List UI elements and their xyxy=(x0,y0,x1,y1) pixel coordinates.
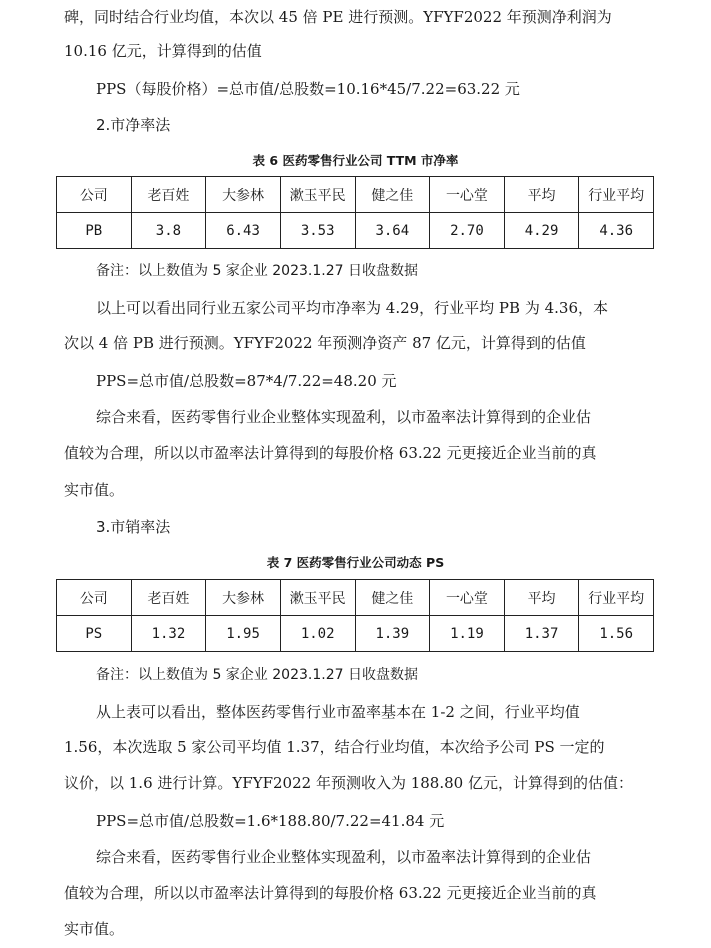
table-row xyxy=(57,616,654,652)
section-heading-pb: 2.市净率法 xyxy=(96,116,171,134)
intro-text-line: 10.16 亿元，计算得到的估值 xyxy=(64,42,262,60)
header-cell: 公司 xyxy=(57,177,132,213)
body-text-line: 实市值。 xyxy=(64,920,125,938)
value-cell: 1.37 xyxy=(504,616,579,652)
value-cell: 3.53 xyxy=(280,213,355,249)
header-cell: 健之佳 xyxy=(355,177,430,213)
body-text-line: 1.56，本次选取 5 家公司平均值 1.37，结合行业均值，本次给予公司 PS 一定的 xyxy=(64,738,605,756)
header-cell: 大参林 xyxy=(206,580,281,616)
value-cell: 3.64 xyxy=(355,213,430,249)
value-cell: 1.56 xyxy=(579,616,654,652)
table-note: 备注：以上数值为 5 家企业 2023.1.27 日收盘数据 xyxy=(96,263,418,279)
table-header-row xyxy=(57,580,654,616)
header-cell: 老百姓 xyxy=(131,177,206,213)
body-text-line: 以上可以看出同行业五家公司平均市净率为 4.29，行业平均 PB 为 4.36，本 xyxy=(96,299,608,317)
header-cell: 平均 xyxy=(504,177,579,213)
value-cell: PS xyxy=(57,616,132,652)
body-text-line: 值较为合理，所以以市盈率法计算得到的每股价格 63.22 元更接近企业当前的真 xyxy=(64,884,597,902)
body-text-line: 值较为合理，所以以市盈率法计算得到的每股价格 63.22 元更接近企业当前的真 xyxy=(64,444,597,462)
pe-formula: PPS（每股价格）=总市值/总股数=10.16*45/7.22=63.22 元 xyxy=(96,80,520,98)
value-cell: 6.43 xyxy=(206,213,281,249)
section-heading-ps: 3.市销率法 xyxy=(96,518,171,536)
pb-table xyxy=(56,176,654,249)
value-cell: 4.29 xyxy=(504,213,579,249)
value-cell: 1.32 xyxy=(131,616,206,652)
pb-formula: PPS=总市值/总股数=87*4/7.22=48.20 元 xyxy=(96,372,397,390)
header-cell: 大参林 xyxy=(206,177,281,213)
body-text-line: 从上表可以看出，整体医药零售行业市盈率基本在 1-2 之间，行业平均值 xyxy=(96,703,580,721)
header-cell: 漱玉平民 xyxy=(280,177,355,213)
header-cell: 平均 xyxy=(504,580,579,616)
value-cell: 4.36 xyxy=(579,213,654,249)
value-cell: 1.19 xyxy=(430,616,505,652)
table-note: 备注：以上数值为 5 家企业 2023.1.27 日收盘数据 xyxy=(96,667,418,683)
body-text-line: 次以 4 倍 PB 进行预测。YFYF2022 年预测净资产 87 亿元，计算得到的估值 xyxy=(64,334,586,352)
value-cell: 1.39 xyxy=(355,616,430,652)
table-caption-6: 表 6 医药零售行业公司 TTM 市净率 xyxy=(252,153,459,168)
intro-text-line: 碑，同时结合行业均值，本次以 45 倍 PE 进行预测。YFYF2022 年预测净利润为 xyxy=(64,8,612,26)
header-cell: 行业平均 xyxy=(579,580,654,616)
header-cell: 行业平均 xyxy=(579,177,654,213)
body-text-line: 综合来看，医药零售行业企业整体实现盈利，以市盈率法计算得到的企业估 xyxy=(96,408,592,426)
value-cell: 1.95 xyxy=(206,616,281,652)
body-text-line: 议价，以 1.6 进行计算。YFYF2022 年预测收入为 188.80 亿元，计算得到的估值： xyxy=(64,774,633,792)
table-header-row xyxy=(57,177,654,213)
table-caption-7: 表 7 医药零售行业公司动态 PS xyxy=(266,555,445,570)
header-cell: 一心堂 xyxy=(430,177,505,213)
header-cell: 漱玉平民 xyxy=(280,580,355,616)
header-cell: 公司 xyxy=(57,580,132,616)
header-cell: 老百姓 xyxy=(131,580,206,616)
value-cell: 2.70 xyxy=(430,213,505,249)
body-text-line: 综合来看，医药零售行业企业整体实现盈利，以市盈率法计算得到的企业估 xyxy=(96,848,592,866)
header-cell: 健之佳 xyxy=(355,580,430,616)
body-text-line: 实市值。 xyxy=(64,481,125,499)
ps-table xyxy=(56,579,654,652)
header-cell: 一心堂 xyxy=(430,580,505,616)
value-cell: PB xyxy=(57,213,132,249)
table-row xyxy=(57,213,654,249)
value-cell: 1.02 xyxy=(280,616,355,652)
value-cell: 3.8 xyxy=(131,213,206,249)
ps-formula: PPS=总市值/总股数=1.6*188.80/7.22=41.84 元 xyxy=(96,812,445,830)
